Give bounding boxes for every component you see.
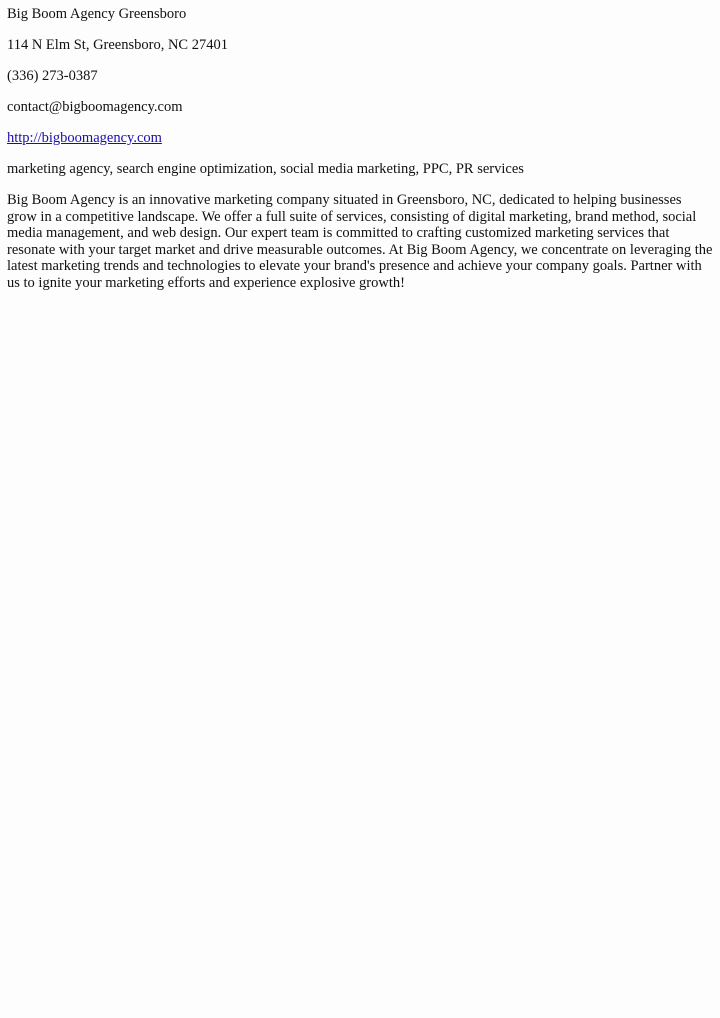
business-email: contact@bigboomagency.com <box>7 99 183 115</box>
business-description: Big Boom Agency is an innovative marketing company situated in Greensboro, NC, dedicated to helping businesses grow in a competitive landscape. We offer a full suite of services, consisting of digital marketing, brand method, social media management, and web design. Our expert team is committed to crafting customized marketing services that resonate with your target market and drive measurable outcomes. At Big Boom Agency, we concentrate on leveraging the latest marketing trends and technologies to elevate your brand's presence and achieve your company goals. Partner with us to ignite your marketing efforts and experience explosive growth! <box>7 192 713 291</box>
website-row <box>7 130 713 147</box>
business-name: Big Boom Agency Greensboro <box>7 6 187 22</box>
website-link[interactable]: http://bigboomagency.com <box>7 130 162 146</box>
business-address: 114 N Elm St, Greensboro, NC 27401 <box>7 37 228 53</box>
business-phone: (336) 273-0387 <box>7 68 98 84</box>
business-keywords: marketing agency, search engine optimization, social media marketing, PPC, PR services <box>7 161 524 177</box>
document-page <box>0 0 720 291</box>
